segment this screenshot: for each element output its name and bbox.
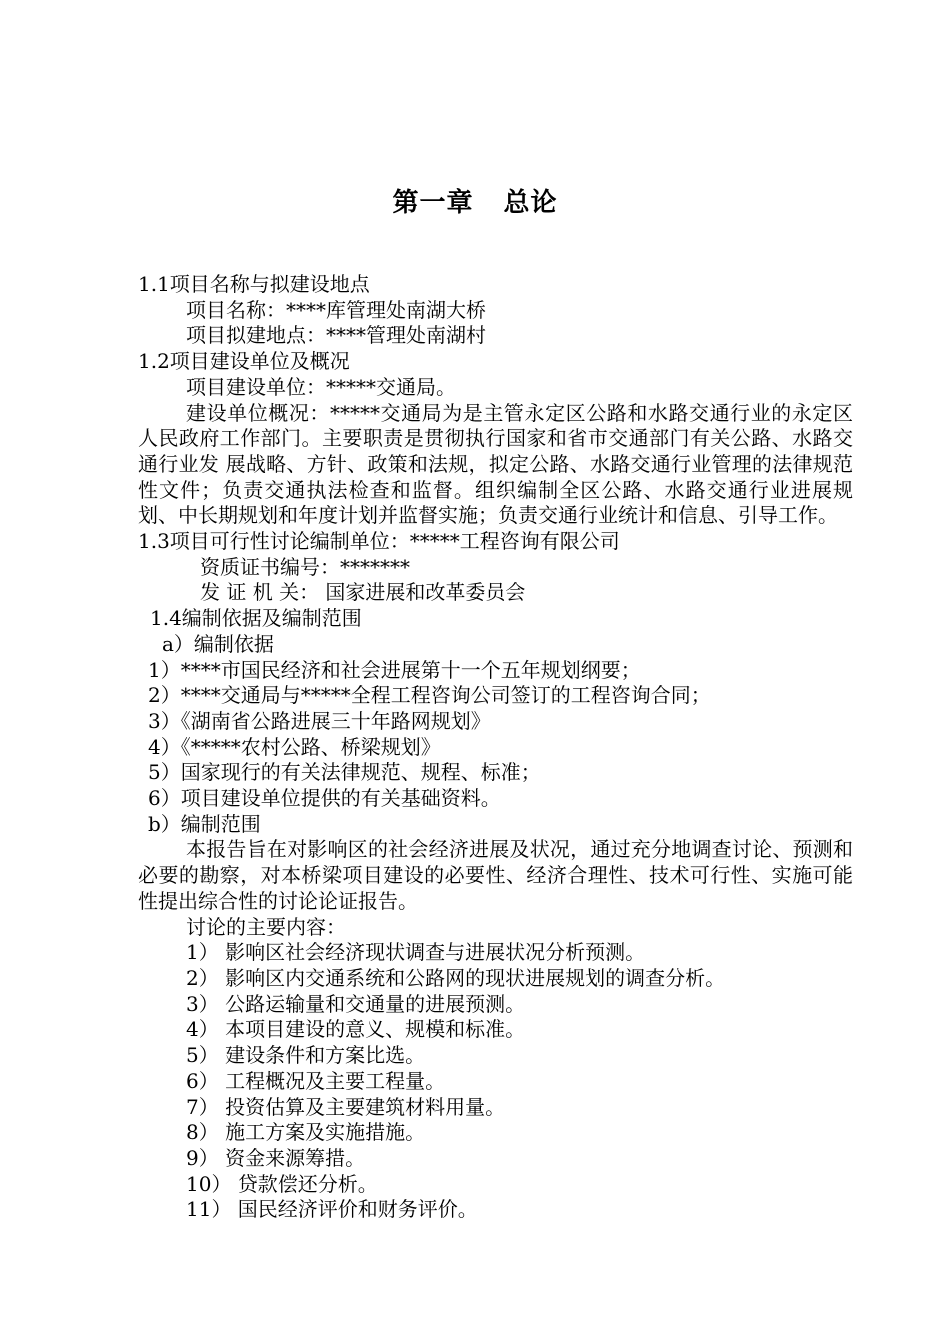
content-item: 3） 公路运输量和交通量的进展预测。	[186, 991, 526, 1016]
basis-label: a）编制依据	[162, 631, 274, 656]
content-item: 8） 施工方案及实施措施。	[186, 1120, 426, 1145]
chapter-title	[0, 182, 950, 219]
basis-item: 4）《*****农村公路、桥梁规划》	[148, 734, 441, 759]
unit-overview-paragraph: 建设单位概况：*****交通局为是主管永定区公路和水路交通行业的永定区人民政府工作部门。主要职责是贯彻执行国家和省市交通部门有关公路、水路交通行业发 展战略、方针、政策和法规，拟定公路、水路交通行业管理的法律规范性文件；负责交通执法检查和监督。组织编制全区公路、水路交通行业进展规划、中长期规划和年度计划并监督实施；负责交通行业统计和信息、引导工作。	[138, 400, 853, 528]
section-heading-1-3: 1.3项目可行性讨论编制单位：*****工程咨询有限公司	[138, 529, 620, 554]
content-item: 6） 工程概况及主要工程量。	[186, 1068, 446, 1093]
main-content-label: 讨论的主要内容：	[186, 914, 346, 939]
chapter-name: 总论	[503, 188, 558, 218]
content-item: 5） 建设条件和方案比选。	[186, 1043, 426, 1068]
issuing-authority: 发 证 机 关： 国家进展和改革委员会	[200, 580, 526, 605]
content-item: 10） 贷款偿还分析。	[186, 1171, 378, 1196]
section-heading-1-2: 1.2项目建设单位及概况	[138, 349, 350, 374]
basis-item: 2）****交通局与*****全程工程咨询公司签订的工程咨询合同；	[148, 683, 711, 708]
basis-item: 5）国家现行的有关法律规范、规程、标准；	[148, 760, 541, 785]
project-location: 项目拟建地点：****管理处南湖村	[186, 323, 486, 348]
scope-paragraph: 本报告旨在对影响区的社会经济进展及状况，通过充分地调查讨论、预测和必要的勘察，对本桥梁项目建设的必要性、经济合理性、技术可行性、实施可能性提出综合性的讨论论证报告。	[138, 837, 853, 913]
construction-unit: 项目建设单位：*****交通局。	[186, 374, 456, 399]
basis-item: 3）《湖南省公路进展三十年路网规划》	[148, 708, 491, 733]
content-item: 7） 投资估算及主要建筑材料用量。	[186, 1094, 506, 1119]
document-body	[138, 272, 853, 1223]
content-item: 4） 本项目建设的意义、规模和标准。	[186, 1017, 526, 1042]
project-name: 项目名称：****库管理处南湖大桥	[186, 297, 486, 322]
content-item: 2） 影响区内交通系统和公路网的现状进展规划的调查分析。	[186, 965, 726, 990]
basis-item: 6）项目建设单位提供的有关基础资料。	[148, 786, 501, 811]
scope-label: b）编制范围	[148, 811, 261, 836]
basis-item: 1）****市国民经济和社会进展第十一个五年规划纲要；	[148, 657, 641, 682]
certificate-number: 资质证书编号：*******	[200, 554, 410, 579]
content-item: 9） 资金来源筹措。	[186, 1145, 366, 1170]
chapter-number: 第一章	[392, 188, 474, 218]
content-item: 1） 影响区社会经济现状调查与进展状况分析预测。	[186, 940, 646, 965]
section-heading-1-4: 1.4编制依据及编制范围	[150, 606, 362, 631]
section-heading-1-1: 1.1项目名称与拟建设地点	[138, 272, 370, 296]
content-item: 11） 国民经济评价和财务评价。	[186, 1197, 478, 1222]
